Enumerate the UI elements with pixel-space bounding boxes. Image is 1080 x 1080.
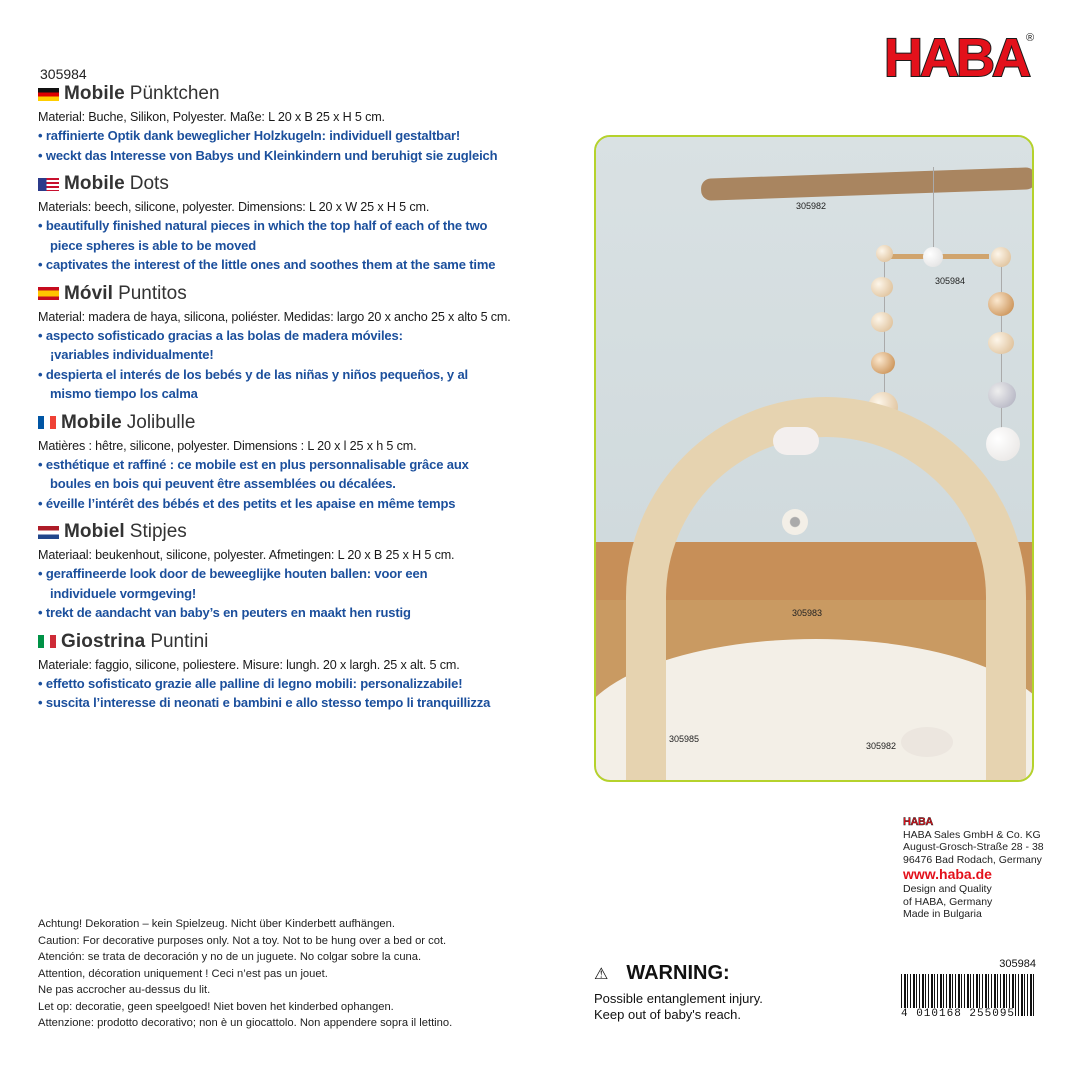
photo-wood-ball [871, 352, 895, 374]
feature-bullet: • raffinierte Optik dank beweglicher Holzkugeln: individuell gestaltbar! [38, 126, 578, 146]
logo-text: HABA [884, 28, 1028, 88]
caution-line: Achtung! Dekoration – kein Spielzeug. Nicht über Kinderbett aufhängen. [38, 918, 395, 930]
feature-bullet: • geraffineerde look door de beweeglijke houten ballen: voor een individuele vormgeving! [38, 564, 480, 603]
caution-line: Caution: For decorative purposes only. Not a toy. Not to be hung over a bed or cot. [38, 934, 447, 947]
barcode-digits [901, 1008, 1036, 1020]
title-bold: Móvil [64, 282, 114, 304]
photo-wood-ball [923, 247, 943, 267]
section-title [38, 630, 578, 654]
haba-mini-logo: HABA [903, 816, 933, 828]
section-en [38, 172, 578, 275]
footer-line: Made in Bulgaria [903, 908, 982, 920]
company-line: August-Grosch-Straße 28 - 38 [903, 841, 1044, 853]
feature-bullet: • trekt de aandacht van baby’s en peuters en maakt hen rustig [38, 603, 578, 623]
product-photo [594, 135, 1034, 782]
barcode-block [901, 958, 1036, 1020]
photo-label: 305984 [935, 276, 966, 286]
caution-line: Atención: se trata de decoración y no de un juguete. No colgar sobre la cuna. [38, 951, 422, 963]
title-bold: Mobile [61, 411, 122, 433]
warning-triangle-icon: ⚠ [594, 965, 609, 983]
website-link[interactable]: www.haba.de [903, 866, 992, 882]
product-descriptions [38, 82, 578, 720]
caution-notices [38, 916, 452, 1032]
photo-wood-ball [988, 382, 1016, 408]
photo-wooden-arch [626, 397, 1026, 782]
photo-cloud-pendant [773, 427, 819, 455]
usa-flag-icon [38, 178, 59, 191]
title-bold: Giostrina [61, 630, 146, 652]
haba-logo [884, 28, 1034, 88]
company-line: HABA Sales GmbH & Co. KG [903, 828, 1041, 841]
photo-clutching-toy [901, 727, 953, 757]
title-light: Puntini [150, 630, 209, 652]
title-bold: Mobile [64, 83, 125, 104]
photo-wood-ball [871, 277, 893, 297]
title-light: Jolibulle [126, 411, 196, 433]
materials-text: Materiale: faggio, silicone, poliestere. Misure: lungh. 20 x largh. 25 x alt. 5 cm. [38, 657, 460, 672]
materials-text: Materiaal: beukenhout, silicone, polyester. Afmetingen: L 20 x B 25 x H 5 cm. [38, 548, 455, 562]
warning-title [594, 962, 763, 985]
photo-wood-ball [876, 245, 893, 262]
section-title [38, 520, 578, 544]
caution-line: Ne pas accrocher au-dessus du lit. [38, 984, 211, 996]
photo-string [933, 167, 934, 257]
section-nl [38, 520, 578, 623]
company-line: 96476 Bad Rodach, Germany [903, 853, 1042, 866]
barcode-digits-text: 4 010168 255095 [901, 1008, 1016, 1020]
photo-label: 305983 [792, 608, 823, 618]
photo-wood-ball [988, 332, 1014, 354]
photo-wood-ball [988, 292, 1014, 316]
section-de [38, 82, 578, 165]
title-light: Puntitos [118, 282, 187, 304]
materials-text: Material: madera de haya, silicona, poliéster. Medidas: largo 20 x ancho 25 x alto 5 cm. [38, 309, 511, 324]
section-title [38, 411, 578, 435]
photo-ring-pendant [782, 509, 808, 535]
registered-mark: ® [1026, 32, 1035, 44]
caution-line: Attenzione: prodotto decorativo; non è un giocattolo. Non appendere sopra il lettino. [38, 1017, 453, 1029]
photo-wood-ball [991, 247, 1011, 267]
title-light: Stipjes [129, 521, 187, 542]
footer-line: Design and Quality [903, 883, 992, 895]
section-title [38, 282, 578, 306]
feature-bullet: • despierta el interés de los bebés y de las niñas y niños pequeños, y al mismo tiempo los calma [38, 365, 480, 404]
photo-label: 305982 [796, 201, 827, 211]
company-info [903, 816, 1044, 921]
feature-bullet: • beautifully finished natural pieces in which the top half of each of the two piece spheres is able to be moved [38, 216, 510, 255]
feature-bullet: • éveille l’intérêt des bébés et des petits et les apaise en même temps [38, 494, 578, 514]
feature-bullet: • captivates the interest of the little ones and soothes them at the same time [38, 255, 578, 275]
materials-text: Matières : hêtre, silicone, polyester. Dimensions : L 20 x l 25 x h 5 cm. [38, 438, 417, 453]
barcode-article-number: 305984 [999, 958, 1036, 970]
warning-line: Possible entanglement injury. [594, 991, 763, 1006]
feature-bullet: • esthétique et raffiné : ce mobile est en plus personnalisable grâce aux boules en bois qui peuvent être assemblées ou décalées. [38, 455, 500, 494]
warning-text [594, 991, 763, 1023]
section-it [38, 630, 578, 713]
germany-flag-icon [38, 88, 59, 101]
photo-wood-ball [986, 427, 1020, 461]
materials-text: Materials: beech, silicone, polyester. Dimensions: L 20 x W 25 x H 5 cm. [38, 200, 430, 214]
feature-bullet: • effetto sofisticato grazie alle palline di legno mobili: personalizzabile! [38, 674, 578, 694]
feature-bullet: • suscita l’interesse di neonati e bambini e allo stesso tempo li tranquillizza [38, 693, 578, 713]
footer-line: of HABA, Germany [903, 895, 993, 908]
title-light: Pünktchen [129, 83, 220, 104]
caution-line: Attention, décoration uniquement ! Ceci n’est pas un jouet. [38, 967, 328, 980]
materials-text: Material: Buche, Silikon, Polyester. Maße: L 20 x B 25 x H 5 cm. [38, 110, 385, 124]
photo-label: 305982 [866, 741, 897, 751]
section-es [38, 282, 578, 404]
italy-flag-icon [38, 635, 56, 648]
section-title [38, 172, 578, 196]
feature-bullet: • aspecto sofisticado gracias a las bolas de madera móviles: ¡variables individualmente! [38, 326, 450, 365]
section-title [38, 82, 578, 106]
warning-line: Keep out of baby's reach. [594, 1007, 742, 1022]
photo-wood-ball [871, 312, 893, 332]
feature-bullet: • weckt das Interesse von Babys und Kleinkindern und beruhigt sie zugleich [38, 146, 578, 166]
title-bold: Mobiel [64, 521, 125, 542]
france-flag-icon [38, 416, 56, 429]
title-bold: Mobile [64, 173, 125, 194]
netherlands-flag-icon [38, 526, 59, 539]
photo-label: 305985 [669, 734, 700, 744]
section-fr [38, 411, 578, 514]
warning-block [594, 962, 763, 1023]
warning-title-text: WARNING: [626, 962, 730, 984]
title-light: Dots [129, 173, 169, 194]
spain-flag-icon [38, 287, 59, 300]
caution-line: Let op: decoratie, geen speelgoed! Niet boven het kinderbed ophangen. [38, 1000, 394, 1013]
article-number: 305984 [40, 66, 87, 82]
